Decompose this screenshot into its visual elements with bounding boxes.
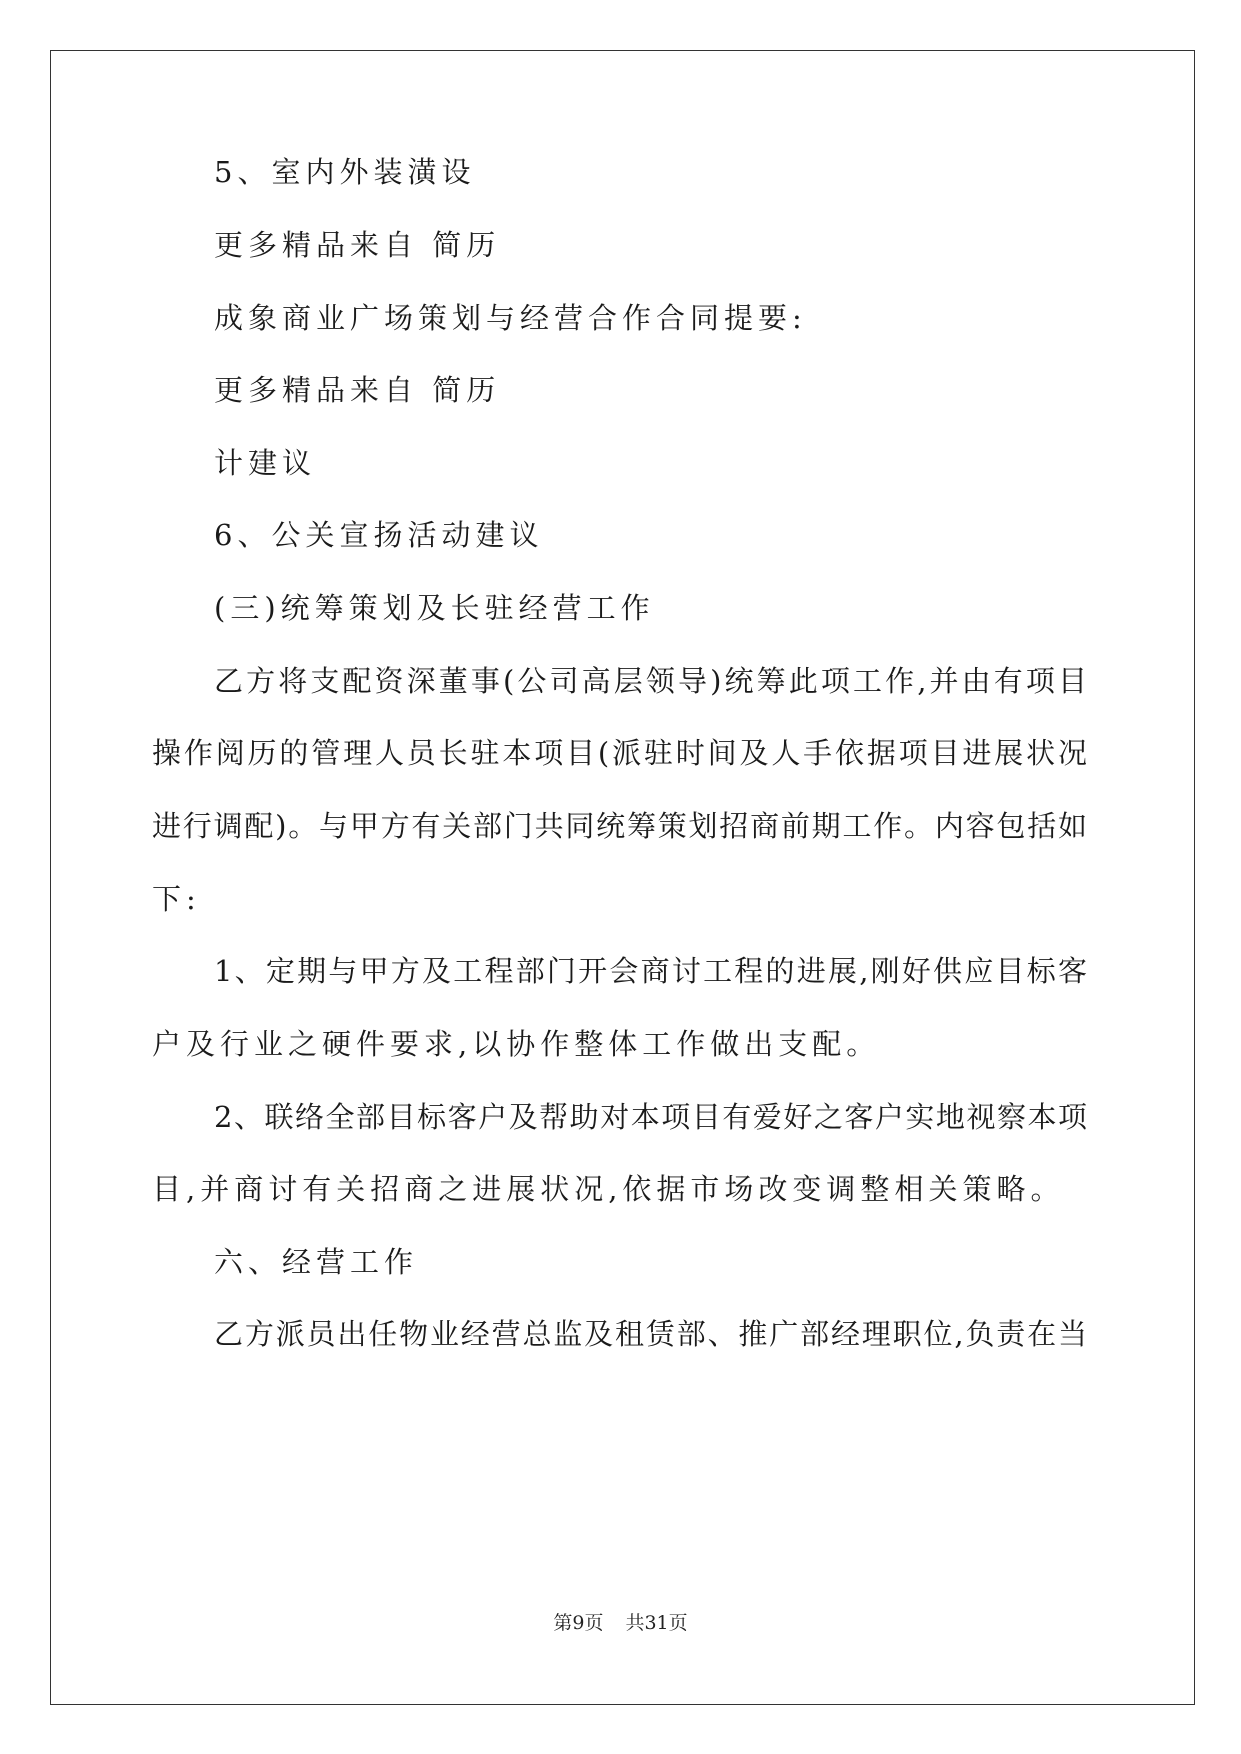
paragraph-line: 1、定期与甲方及工程部门开会商讨工程的进展,刚好供应目标客: [214, 954, 1087, 988]
text-line: 计建议: [214, 446, 317, 480]
paragraph-line: 2、联络全部目标客户及帮助对本项目有爱好之客户实地视察本项: [214, 1100, 1087, 1134]
text-line: (三)统筹策划及长驻经营工作: [214, 591, 655, 625]
paragraph-line: 进行调配)。与甲方有关部门共同统筹策划招商前期工作。内容包括如: [152, 809, 1087, 843]
page-number: 第9页: [553, 1612, 604, 1634]
paragraph-line: 乙方将支配资深董事(公司高层领导)统筹此项工作,并由有项目: [214, 664, 1087, 698]
paragraph-line: 目,并商讨有关招商之进展状况,依据市场改变调整相关策略。: [152, 1172, 1065, 1206]
text-line: 成象商业广场策划与经营合作合同提要:: [214, 301, 807, 335]
paragraph-line: 户及行业之硬件要求,以协作整体工作做出支配。: [152, 1027, 881, 1061]
paragraph-line: 操作阅历的管理人员长驻本项目(派驻时间及人手依据项目进展状况: [152, 736, 1087, 770]
section-heading: 六、经营工作: [214, 1245, 419, 1279]
text-line: 6、公关宣扬活动建议: [214, 518, 544, 552]
text-line: 更多精品来自 简历: [214, 228, 501, 262]
page-total: 共31页: [625, 1612, 688, 1634]
paragraph-line: 下:: [152, 882, 201, 916]
text-line: 更多精品来自 简历: [214, 373, 501, 407]
paragraph-line: 乙方派员出任物业经营总监及租赁部、推广部经理职位,负责在当: [214, 1317, 1087, 1351]
text-line: 5、室内外装潢设: [214, 155, 476, 189]
page-footer: [0, 1610, 1241, 1636]
